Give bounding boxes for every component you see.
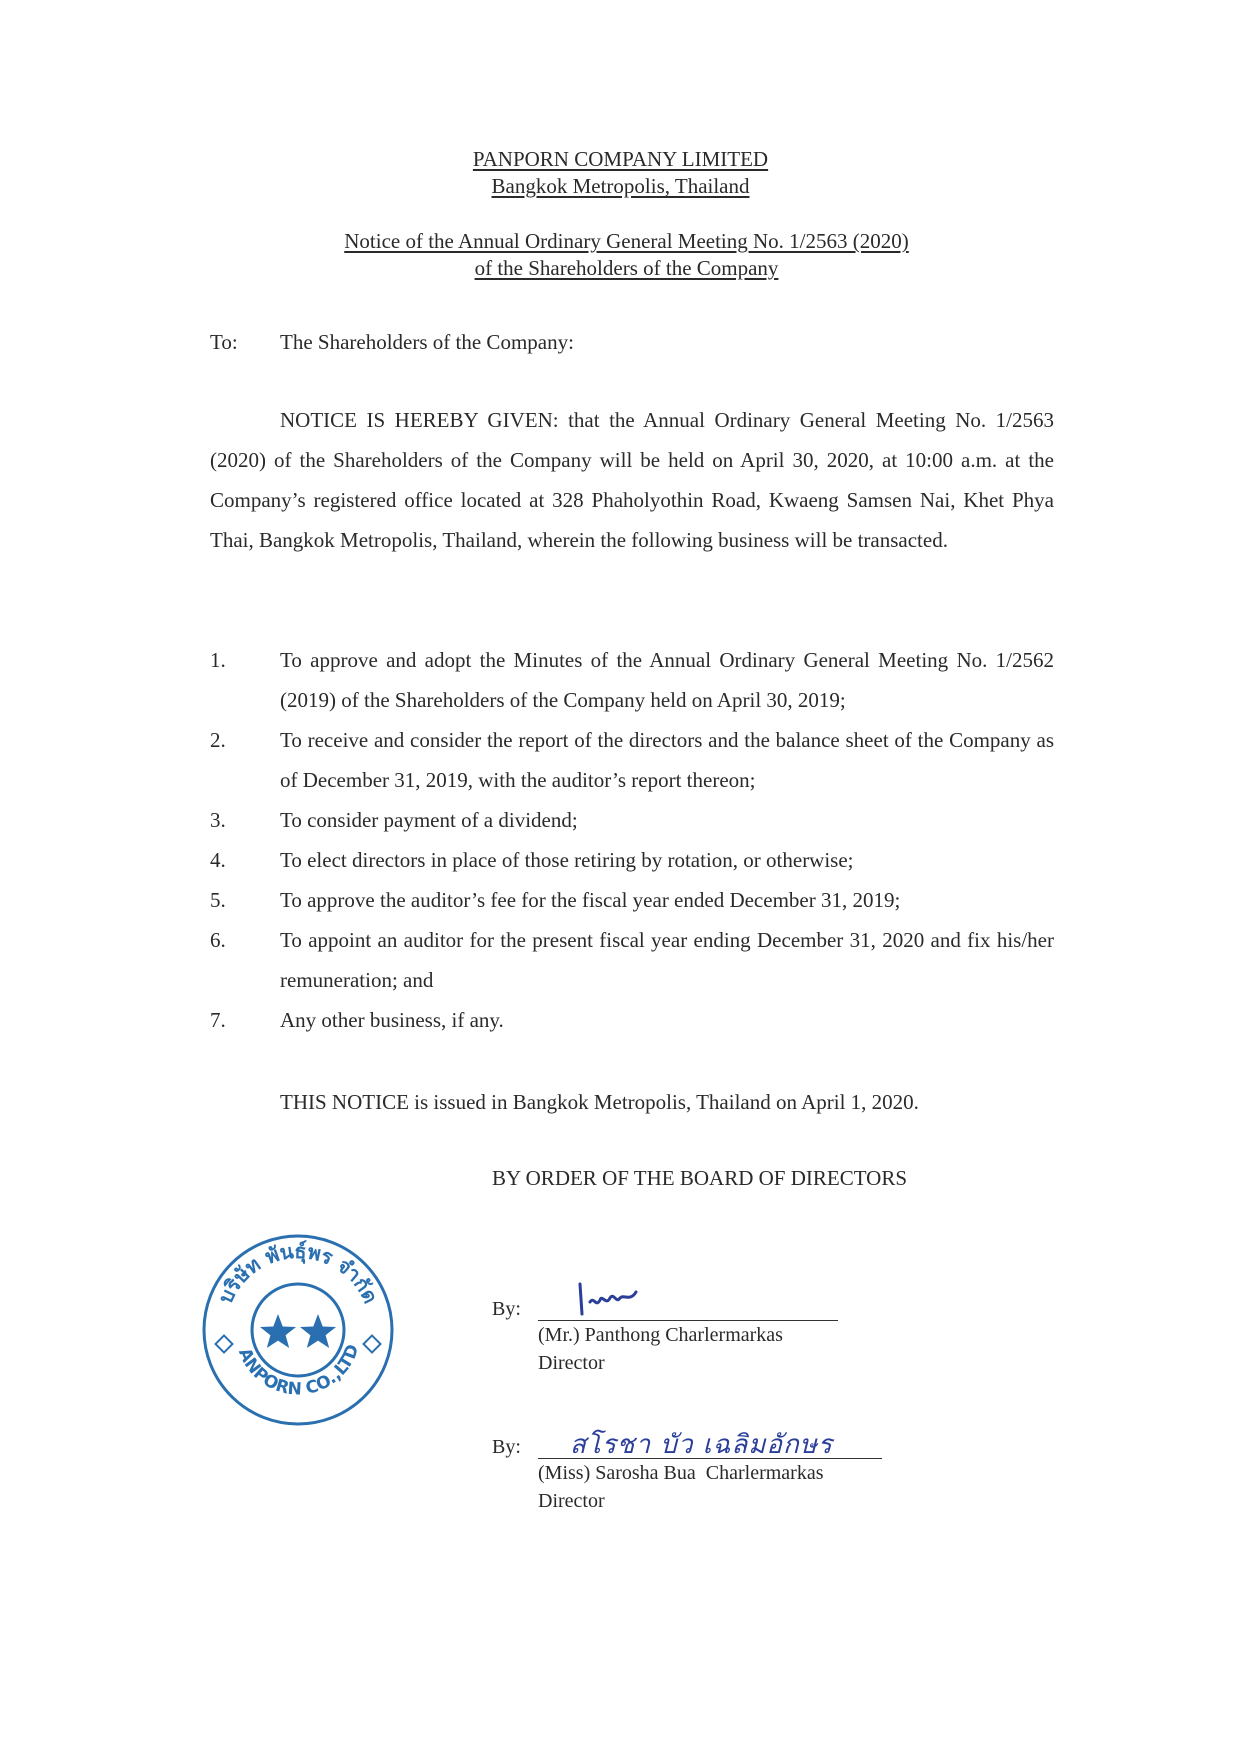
agenda-item-text: To approve and adopt the Minutes of the Annual Ordinary General Meeting No. 1/2562 (2019) of the Shareholders of the Company held on April 30, 2019; [280, 648, 1054, 712]
salutation-recipient: The Shareholders of the Company: [280, 330, 574, 354]
agenda-item-number: 2. [210, 728, 226, 752]
signatory-title: Director [538, 1352, 605, 1374]
company-seal [198, 1230, 398, 1430]
agenda-item-number: 3. [210, 808, 226, 832]
signatory-name: (Mr.) Panthong Charlermarkas [538, 1324, 783, 1346]
agenda-item-number: 1. [210, 648, 226, 672]
agenda-item-number: 4. [210, 848, 226, 872]
signatory-by-label: By: [492, 1298, 521, 1320]
seal-thai-text: บริษัท พันธุ์พร จำกัด [213, 1238, 383, 1308]
agenda-item-text: To elect directors in place of those retiring by rotation, or otherwise; [280, 848, 854, 872]
board-order: BY ORDER OF THE BOARD OF DIRECTORS [492, 1166, 908, 1190]
signatory-by-label: By: [492, 1436, 521, 1458]
seal-english-text: ANPORN CO.,LTD [234, 1341, 364, 1400]
handwritten-signature: สโรชา บัว เฉลิมอักษร [570, 1430, 833, 1460]
agenda-item-text: To receive and consider the report of the directors and the balance sheet of the Company as of December 31, 2019, with the auditor’s report thereon; [280, 728, 1054, 792]
salutation-label: To: [210, 330, 238, 354]
seal-graphic [198, 1230, 398, 1430]
agenda-item-text: To appoint an auditor for the present fiscal year ending December 31, 2020 and fix his/her remuneration; and [280, 928, 1054, 992]
agenda-item-number: 7. [210, 1008, 226, 1032]
agenda-item-number: 5. [210, 888, 226, 912]
signature-mark [576, 1280, 656, 1325]
company-location: Bangkok Metropolis, Thailand [491, 174, 750, 198]
star-icon [300, 1314, 336, 1348]
signatory-name: (Miss) Sarosha Bua Charlermarkas [538, 1462, 824, 1484]
agenda-item-text: To consider payment of a dividend; [280, 808, 578, 832]
company-name: PANPORN COMPANY LIMITED [472, 147, 769, 171]
agenda-item-text: To approve the auditor’s fee for the fiscal year ended December 31, 2019; [280, 888, 901, 912]
notice-title-line1: Notice of the Annual Ordinary General Meeting No. 1/2563 (2020) [344, 229, 909, 253]
signatory-title: Director [538, 1490, 605, 1512]
star-icon [260, 1314, 296, 1348]
agenda-item-number: 6. [210, 928, 226, 952]
notice-title-line2: of the Shareholders of the Company [474, 256, 779, 280]
agenda-item-text: Any other business, if any. [280, 1008, 504, 1032]
issued-statement: THIS NOTICE is issued in Bangkok Metropolis, Thailand on April 1, 2020. [280, 1090, 919, 1114]
intro-paragraph: NOTICE IS HEREBY GIVEN: that the Annual Ordinary General Meeting No. 1/2563 (2020) of the Shareholders of the Company will be held on April 30, 2020, at 10:00 a.m. at the Company’s registered office located at 328 Phaholyothin Road, Kwaeng Samsen Nai, Khet Phya Thai, Bangkok Metropolis, Thailand, wherein the following business will be transacted. [210, 408, 1054, 552]
